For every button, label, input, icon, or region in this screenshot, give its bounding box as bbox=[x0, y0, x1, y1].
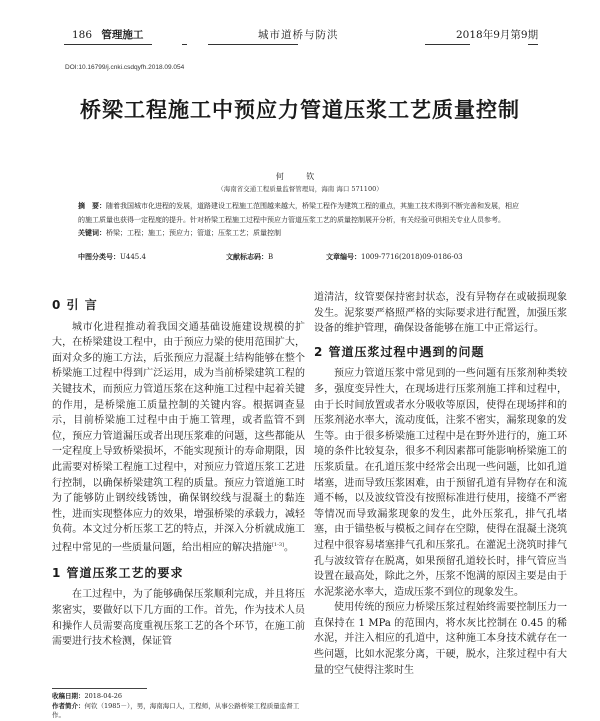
intro-paragraph bbox=[52, 320, 305, 556]
section-1-paragraph: 在工过程中，为了能够确保压浆顺利完成，并且将压浆密实，要做好以下几方面的工作。首先，作为技术人员和操作人员需要高度重视压浆工艺的各个环节，在施工前需要进行技术检测，保证管 bbox=[52, 589, 305, 648]
abstract-text: 随着我国城市化进程的发展，道路建设工程施工范围越来越大，桥梁工程作为建筑工程的重点，其施工技术得到不断完善和发展，相应的施工质量也获得一定程度的提升。针对桥梁工程施工过程中预应力管道压浆工艺的质量控制展开分析，有关经验可供相关专业人员参考。 bbox=[78, 202, 519, 224]
section-heading-1: 1 管道压浆工艺的要求 bbox=[52, 565, 184, 580]
author-bio: 何钦（1985－），男，海南海口人，工程师，从事公路桥梁工程质量监督工作。 bbox=[52, 701, 300, 719]
header-rule bbox=[64, 44, 152, 45]
author-name: 何 钦 bbox=[275, 172, 325, 181]
section-heading-0: 0 引 言 bbox=[52, 298, 98, 312]
header-rule bbox=[528, 44, 538, 45]
abstract bbox=[78, 200, 522, 241]
section-name: 管理施工 bbox=[101, 29, 144, 41]
header-rule bbox=[425, 44, 470, 45]
keywords-text: 桥梁；工程；施工；预应力；管道；压浆工艺；质量控制 bbox=[106, 229, 281, 237]
article-title: 桥梁工程施工中预应力管道压浆工艺质量控制 bbox=[80, 98, 520, 122]
footnote bbox=[52, 692, 305, 721]
doc-code-value: B bbox=[268, 253, 274, 261]
article-no-value: 1009-7716(2018)09-0186-03 bbox=[361, 253, 463, 261]
section-heading-2: 2 管道压浆过程中遇到的问题 bbox=[314, 344, 485, 359]
left-column bbox=[52, 292, 305, 650]
section-2-paragraph-2: 使用传统的预应力桥梁压浆过程始终需要控制压力一直保持在 1 MPa 的范围内，将水灰比控制在 0.45 的稀水泥，并注入相应的孔道中，这种施工本身技术就存在一些问题，比如水泥浆分离，干硬，脱水，注浆过程中有大量的空气使得注浆时生 bbox=[314, 602, 567, 676]
article-no-label: 文章编号： bbox=[326, 253, 361, 261]
intro-text: 城市化进程推动着我国交通基础设施建设规模的扩大，在桥梁建设工程中，由于预应力梁的使用范围扩大，面对众多的施工方法，后张预应力混凝土结构能够在整个桥梁施工过程中得到广泛运用，成为当前桥梁建筑工程的关键技术，而预应力管道压浆在这种施工过程中起着关键的作用，是桥梁施工质量控制的关键内容。根据调查显示，目前桥梁施工过程中由于施工管理，或者监管不到位，预应力管道漏压或者出现压浆难的问题，这些都能从一定程度上导致桥梁损坏，不能实现预计的寿命期限，因此需要对桥梁工程施工过程中，对预应力管道压浆工艺进行控制，以确保桥梁建筑工程的质量。预应力管道施工时为了能够防止钢绞线锈蚀，确保钢绞线与混凝土的黏连性，进而实现整体应力的效果，增强桥梁的承载力，减轻负荷。本文过分析压浆工艺的特点，并深入分析就成施工过程中常见的一些质量问题，给出相应的解决措施 bbox=[52, 321, 305, 554]
received-date: 2018-04-26 bbox=[84, 692, 122, 700]
doc-code-label: 文献标志码： bbox=[226, 253, 268, 261]
classification-row bbox=[78, 252, 522, 262]
issue-date: 2018年9月第9期 bbox=[456, 29, 539, 41]
citation: [1-3] bbox=[272, 541, 284, 548]
intro-end: 。 bbox=[283, 542, 294, 554]
author-bio-label: 作者简介： bbox=[52, 701, 85, 710]
footnote-rule bbox=[52, 688, 147, 689]
abstract-label: 摘 要： bbox=[78, 202, 106, 210]
header-rule bbox=[208, 44, 298, 45]
right-column bbox=[314, 290, 567, 678]
journal-name: 城市道桥与防洪 bbox=[258, 29, 339, 41]
running-header-left bbox=[72, 27, 143, 42]
keywords-label: 关键词： bbox=[78, 229, 106, 237]
page-number: 186 bbox=[72, 29, 93, 41]
section-1-continued: 道清洁，纹管要保持密封状态，没有异物存在或破损现象发生。泥浆要严格照严格的实际要求进行配置，加强压浆设备的维护管理，确保设备能够在施工中正常运行。 bbox=[314, 292, 567, 335]
author-affiliation: （海南省交通工程质量监督管理局，海南 海口 571100） bbox=[217, 185, 383, 193]
clc-value: U445.4 bbox=[120, 253, 146, 261]
doi: DOI:10.16799/j.cnki.csdqyfh.2018.09.054 bbox=[65, 64, 185, 71]
section-2-paragraph-1: 预应力管道压浆中常见到的一些问题有压浆剂种类较多，强度变异性大，在现场进行压浆剂施工拌和过程中，由于长时间放置或者水分吸收等原因，使得在现场拌和的压浆剂泌水率大，流动度低，注浆不密实，漏浆现象的发生等。由于很多桥梁施工过程中是在野外进行的，施工环境的条件比较复杂，很多不利因素都可能影响桥梁施工的压浆质量。在孔道压浆中经常会出现一些问题，比如孔道堵塞，进而导致压浆困难，由于预留孔道有异物存在和流通不畅，以及波纹管没有按照标准进行使用，接缝不严密等情况而导致漏浆现象的发生，此外压浆孔，排气孔堵塞，由于锚垫板与模板之间存在空隙，使得在混凝土浇筑过程中很容易堵塞排气孔和压浆孔。在灌泥土浇筑时排气孔与波纹管存在脱离，如果预留孔道较长时，排气管应当设置在最高处，除此之外，压浆不饱满的原因主要是由于水泥浆泌水率大，造成压浆不到位的现象发生。 bbox=[314, 368, 567, 598]
received-label: 收稿日期： bbox=[52, 692, 85, 700]
header-rule bbox=[182, 44, 187, 45]
clc-label: 中图分类号： bbox=[78, 253, 120, 261]
